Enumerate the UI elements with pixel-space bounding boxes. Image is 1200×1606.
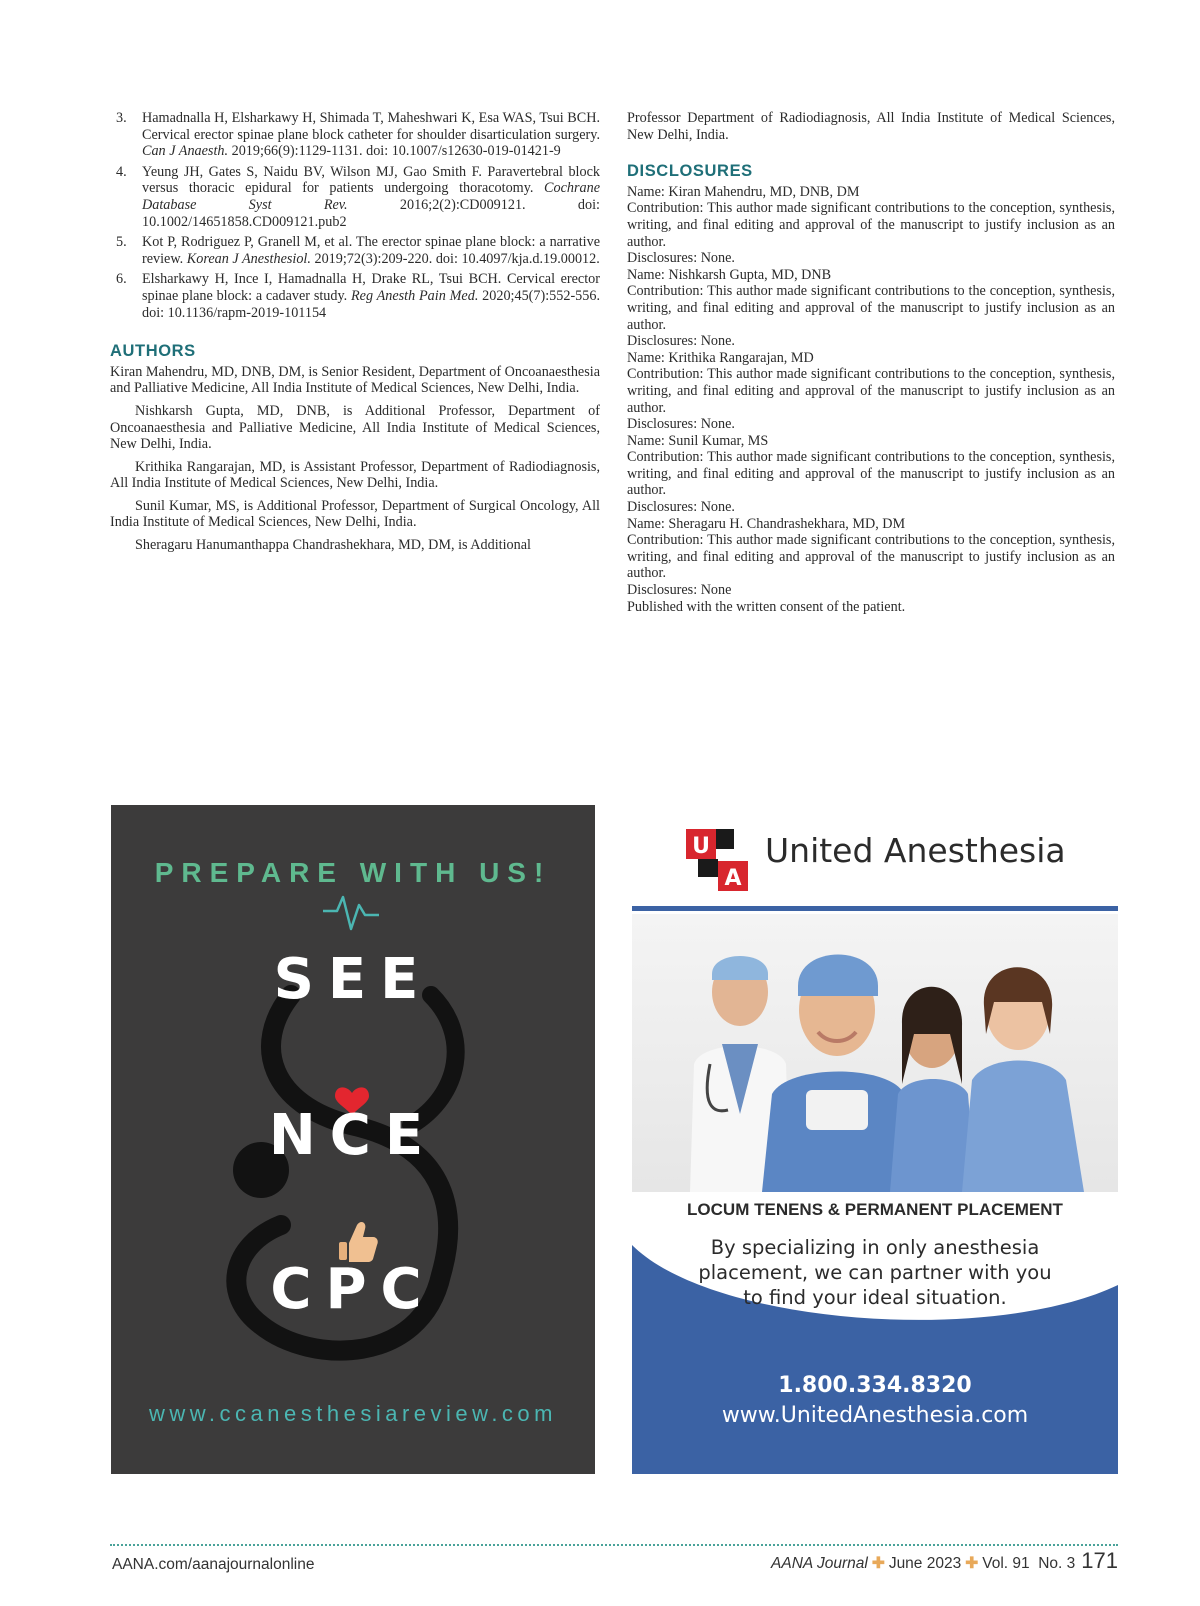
author-bio: Kiran Mahendru, MD, DNB, DM, is Senior Resident, Department of Oncoanaesthesia and Palliative Medicine, All India Institute of Medical Sciences, New Delhi, India. xyxy=(110,363,600,397)
footer-citation xyxy=(771,1548,1118,1574)
left-column xyxy=(110,110,600,560)
disclosures-body xyxy=(627,184,1115,615)
author-bio: Sunil Kumar, MS, is Additional Professor, Department of Surgical Oncology, All India Institute of Medical Sciences, New Delhi, India. xyxy=(110,497,600,531)
reference-item: 5. Kot P, Rodriguez P, Granell M, et al. The erector spinae plane block: a narrative review. Korean J Anesthesiol. 2019;72(3):209-220. doi: 10.4097/kja.d.19.00012. xyxy=(116,234,600,267)
disclosure-line: Contribution: This author made significant contributions to the conception, synthesis, writing, and final editing and approval of the manuscript to justify inclusion as an author. xyxy=(627,200,1115,250)
reference-list xyxy=(110,110,600,321)
ad-ccanesthesia-review[interactable] xyxy=(111,805,595,1474)
separator-icon: ✚ xyxy=(965,1555,979,1572)
disclosure-line: Name: Sunil Kumar, MS xyxy=(627,432,769,449)
author-bio: Nishkarsh Gupta, MD, DNB, is Additional Professor, Department of Oncoanaesthesia and Palliative Medicine, All India Institute of Medical Sciences, New Delhi, India. xyxy=(110,402,600,453)
disclosure-line: Name: Nishkarsh Gupta, MD, DNB xyxy=(627,266,832,283)
medical-staff-photo xyxy=(632,914,1118,1192)
svg-text:A: A xyxy=(724,866,742,891)
united-anesthesia-logo xyxy=(684,827,756,899)
ad-tagline: By specializing in only anesthesia placement, we can partner with you to find your ideal situation. xyxy=(698,1236,1052,1309)
journal-name: Cochrane Database Syst Rev. xyxy=(142,180,600,213)
disclosure-line: Contribution: This author made significant contributions to the conception, synthesis, writing, and final editing and approval of the manuscript to justify inclusion as an author. xyxy=(627,449,1115,499)
ad-word-see: SEE xyxy=(273,947,433,1012)
disclosure-line: Contribution: This author made significant contributions to the conception, synthesis, writing, and final editing and approval of the manuscript to justify inclusion as an author. xyxy=(627,532,1115,582)
disclosure-line: Name: Krithika Rangarajan, MD xyxy=(627,349,814,366)
author-bio-continuation: Professor Department of Radiodiagnosis, All India Institute of Medical Sciences, New Delhi, India. xyxy=(627,110,1115,143)
author-bio: Sheragaru Hanumanthappa Chandrashekhara, MD, DM, is Additional xyxy=(135,537,531,554)
ad-word-nce: NCE xyxy=(268,1103,438,1168)
svg-text:U: U xyxy=(692,834,710,859)
footer-divider xyxy=(110,1544,1118,1546)
reference-item: 4. Yeung JH, Gates S, Naidu BV, Wilson MJ, Gao Smith F. Paravertebral block versus thoracic epidural for patients undergoing thoracotomy. Cochrane Database Syst Rev. 2016;2(2):CD009121. doi: 10.1002/14651858.CD009121.pub2 xyxy=(116,163,600,230)
journal-name: Can J Anaesth. xyxy=(142,143,229,160)
phone-number[interactable]: 1.800.334.8320 xyxy=(778,1373,972,1398)
author-bio: Krithika Rangarajan, MD, is Assistant Professor, Department of Radiodiagnosis, All India Institute of Medical Sciences, New Delhi, India. xyxy=(110,458,600,492)
reference-number: 3. xyxy=(116,110,127,126)
disclosure-line: Disclosures: None. xyxy=(627,250,735,267)
disclosure-line: Disclosures: None. xyxy=(627,499,735,516)
ad-united-anesthesia[interactable] xyxy=(632,805,1118,1474)
disclosure-line: Disclosures: None xyxy=(627,582,732,599)
thumbs-up-icon xyxy=(339,1222,378,1262)
ad-subheading: LOCUM TENENS & PERMANENT PLACEMENT xyxy=(687,1200,1063,1219)
reference-number: 4. xyxy=(116,163,127,180)
reference-item: 3. Hamadnalla H, Elsharkawy H, Shimada T, Maheshwari K, Esa WAS, Tsui BCH. Cervical erector spinae plane block catheter for shoulder disarticulation surgery. Can J Anaesth. 2019;66(9):1129-1131. doi: 10.1007/s12630-019-01421-9 xyxy=(116,110,600,160)
disclosure-line: Disclosures: None. xyxy=(627,333,735,350)
ad-url-link[interactable]: www.ccanesthesiareview.com xyxy=(148,1401,557,1426)
footer-site-link[interactable]: AANA.com/aanajournalonline xyxy=(112,1556,315,1573)
reference-number: 5. xyxy=(116,234,127,251)
brand-name: United Anesthesia xyxy=(765,831,1066,870)
disclosure-line: Disclosures: None. xyxy=(627,416,735,433)
separator-icon: ✚ xyxy=(871,1555,885,1572)
heartbeat-icon xyxy=(323,897,379,929)
reference-item: 6. Elsharkawy H, Ince I, Hamadnalla H, Drake RL, Tsui BCH. Cervical erector spinae plane block: a cadaver study. Reg Anesth Pain Med. 2020;45(7):552-556. doi: 10.1136/rapm-2019-101154 xyxy=(116,271,600,321)
ad-headline: PREPARE WITH US! xyxy=(154,857,552,888)
divider xyxy=(632,906,1118,911)
disclosure-line: Name: Kiran Mahendru, MD, DNB, DM xyxy=(627,183,860,200)
reference-number: 6. xyxy=(116,271,127,288)
disclosure-line: Contribution: This author made significant contributions to the conception, synthesis, writing, and final editing and approval of the manuscript to justify inclusion as an author. xyxy=(627,283,1115,333)
website-link[interactable]: www.UnitedAnesthesia.com xyxy=(721,1403,1029,1428)
volume-issue: Vol. 91 No. 3 xyxy=(982,1555,1076,1572)
journal-title: AANA Journal xyxy=(771,1555,868,1572)
right-column xyxy=(627,110,1115,615)
disclosure-line: Contribution: This author made significant contributions to the conception, synthesis, writing, and final editing and approval of the manuscript to justify inclusion as an author. xyxy=(627,366,1115,416)
authors-heading: AUTHORS xyxy=(110,342,196,361)
ad-word-cpc: CPC xyxy=(270,1257,436,1322)
page-number: 171 xyxy=(1081,1548,1118,1573)
issue-date: June 2023 xyxy=(888,1555,962,1572)
disclosures-heading: DISCLOSURES xyxy=(627,162,753,181)
journal-name: Korean J Anesthesiol. xyxy=(186,250,311,267)
consent-statement: Published with the written consent of the patient. xyxy=(627,598,906,615)
journal-name: Reg Anesth Pain Med. xyxy=(351,287,479,304)
disclosure-line: Name: Sheragaru H. Chandrashekhara, MD, DM xyxy=(627,515,906,532)
